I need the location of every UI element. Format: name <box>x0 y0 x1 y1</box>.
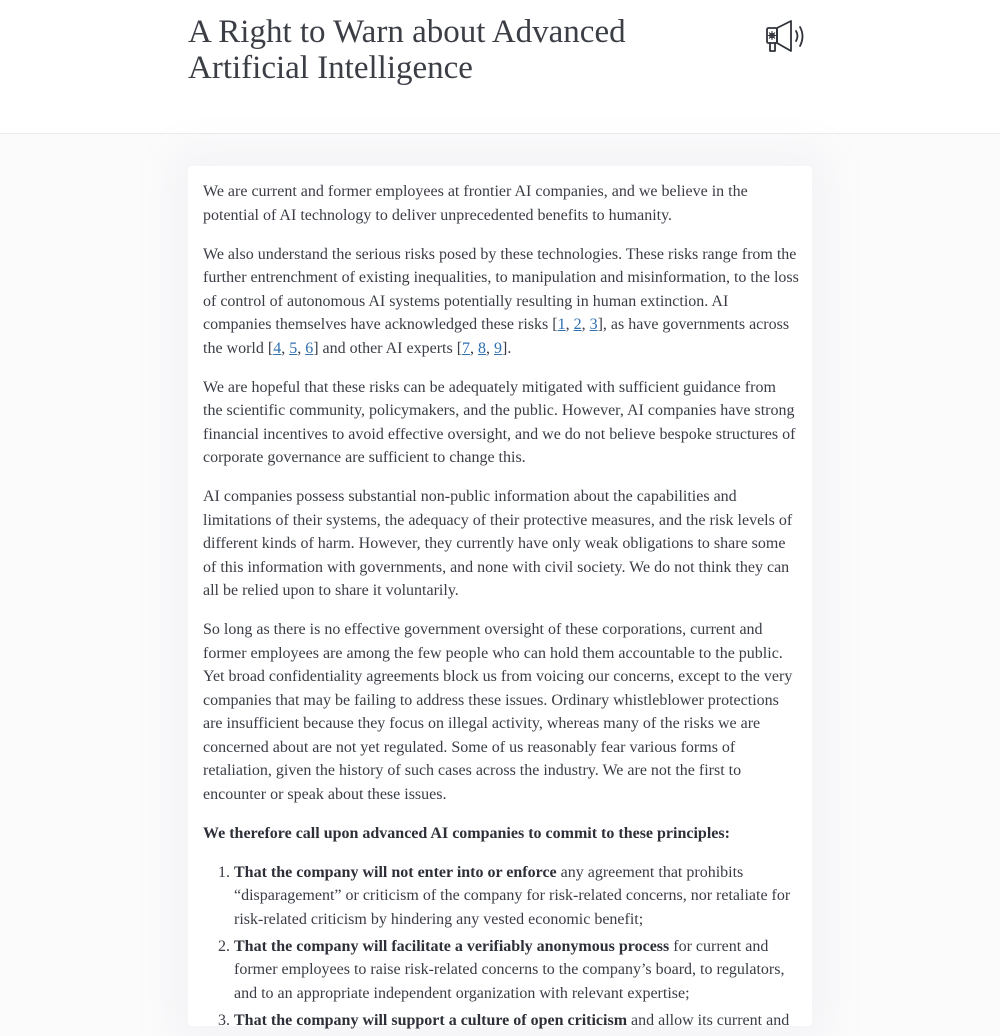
ref-separator: , <box>297 339 306 357</box>
risks-text: ] and other AI experts [ <box>313 339 463 357</box>
reference-link-6[interactable]: 6 <box>305 339 314 357</box>
letter-card <box>188 166 812 1029</box>
ref-separator: , <box>565 316 574 333</box>
call-text: We therefore call upon advanced AI companies to commit to these principles: <box>203 824 730 842</box>
risks-text: ], as have governments across the world [ <box>203 316 790 357</box>
principle-text: and allow its current and <box>627 1011 790 1029</box>
risks-text: ]. <box>502 339 512 357</box>
principles-list <box>203 861 799 1033</box>
paragraph-risks <box>203 243 799 361</box>
principle-item <box>234 861 799 932</box>
risks-text: We also understand the serious risks posed by these technologies. These risks range from the further entrenchment of existing inequalities, to manipulation and misinformation, to the loss of control of autonomous AI systems potentially resulting in human extinction. AI companies themselves have acknowledged these risks [ <box>203 245 799 333</box>
reference-link-3[interactable]: 3 <box>589 316 598 333</box>
ref-separator: , <box>486 339 495 357</box>
reference-link-2[interactable]: 2 <box>573 316 582 333</box>
ref-separator: , <box>581 316 590 333</box>
paragraph-information: AI companies possess substantial non-public information about the capabilities and limitations of their systems, the adequacy of their protective measures, and the risk levels of different kinds of harm. However, they currently have only weak obligations to share some of this information with governments, and none with civil society. We do not think they can all be relied upon to share it voluntarily. <box>203 488 793 599</box>
principle-heading: That the company will facilitate a verifiably anonymous process <box>234 937 670 955</box>
reference-link-5[interactable]: 5 <box>289 339 298 357</box>
principle-text: for current and former employees to raise risk-related concerns to the company’s board, to regulators, and to an appropriate independent organization with relevant expertise; <box>234 937 785 1002</box>
paragraph-intro: We are current and former employees at frontier AI companies, and we believe in the potential of AI technology to deliver unprecedented benefits to humanity. <box>203 183 748 224</box>
principle-heading: That the company will support a culture of open criticism <box>234 1011 628 1029</box>
principle-text: any agreement that prohibits “disparagement” or criticism of the company for risk-related concerns, nor retaliate for risk-related criticism by hindering any vested economic benefit; <box>234 863 791 928</box>
ref-separator: , <box>281 339 290 357</box>
principle-heading: That the company will not enter into or enforce <box>234 863 557 881</box>
reference-link-1[interactable]: 1 <box>557 316 566 333</box>
reference-link-9[interactable]: 9 <box>494 339 503 357</box>
page-title: A Right to Warn about Advanced Artificial Intelligence <box>188 14 626 86</box>
letter-body <box>203 180 799 1036</box>
reference-link-8[interactable]: 8 <box>478 339 487 357</box>
ref-separator: , <box>470 339 479 357</box>
reference-link-7[interactable]: 7 <box>462 339 471 357</box>
page-header <box>0 0 1000 134</box>
principle-item <box>234 1009 799 1033</box>
paragraph-oversight: We are hopeful that these risks can be adequately mitigated with sufficient guidance from the scientific community, policymakers, and the public. However, AI companies have strong financial incentives to avoid effective oversight, and we do not believe bespoke structures of corporate governance are sufficient to change this. <box>203 378 796 466</box>
megaphone-icon[interactable] <box>764 18 812 58</box>
reference-link-4[interactable]: 4 <box>273 339 282 357</box>
principle-item <box>234 935 799 1006</box>
paragraph-accountability: So long as there is no effective government oversight of these corporations, current and former employees are among the few people who can hold them accountable to the public. Yet broad confidentiality agreements block us from voicing our concerns, except to the very companies that may be failing to address these issues. Ordinary whistleblower protections are insufficient because they focus on illegal activity, whereas many of the risks we are concerned about are not yet regulated. Some of us reasonably fear various forms of retaliation, given the history of such cases across the industry. We are not the first to encounter or speak about these issues. <box>203 621 793 803</box>
call-to-action <box>203 822 799 846</box>
